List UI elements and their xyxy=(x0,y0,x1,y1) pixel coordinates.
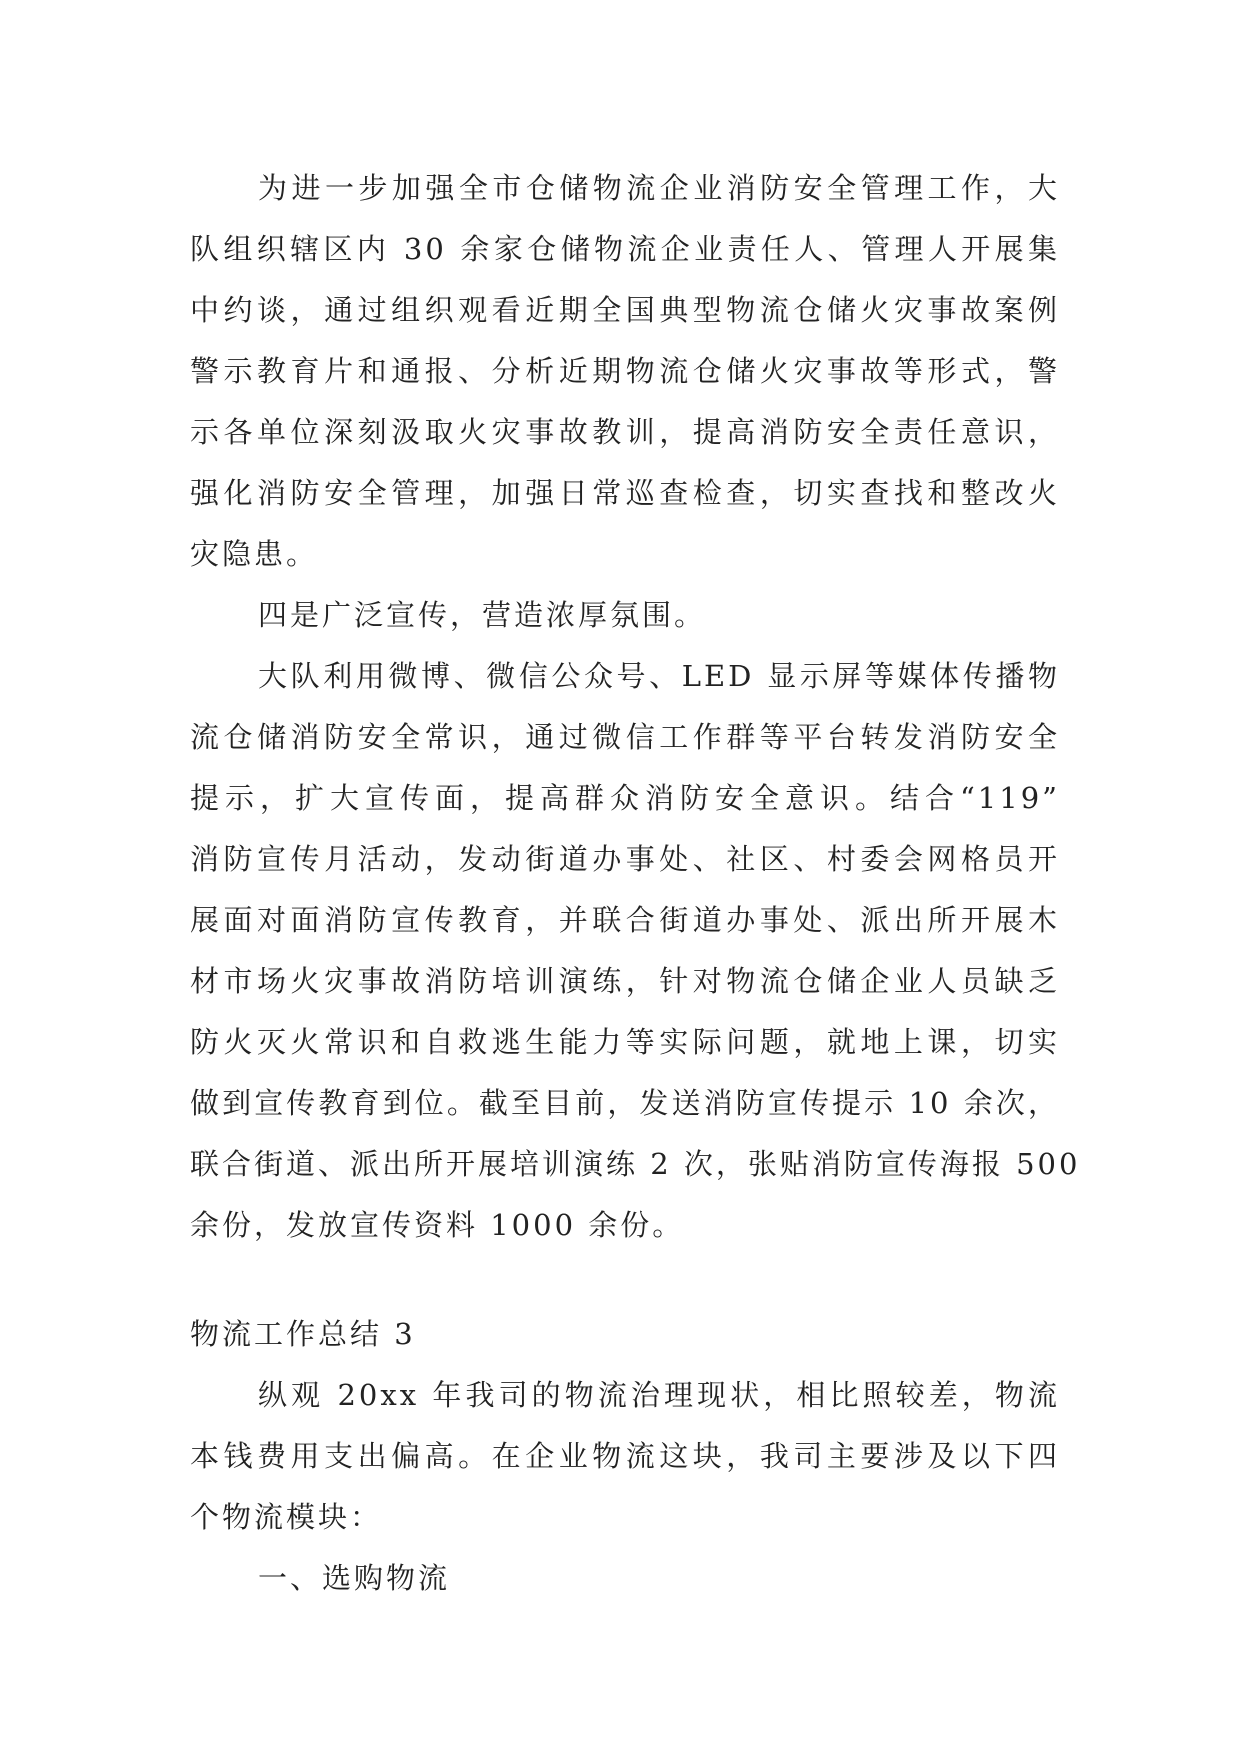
body-paragraph xyxy=(190,158,1060,585)
text-line: 防火灭火常识和自救逃生能力等实际问题，就地上课，切实 xyxy=(190,1025,1060,1059)
body-paragraph xyxy=(190,646,1081,1256)
text-line: 强化消防安全管理，加强日常巡查检查，切实查找和整改火 xyxy=(190,476,1060,510)
text-line: 展面对面消防宣传教育，并联合街道办事处、派出所开展木 xyxy=(190,903,1060,937)
text-line: 提示，扩大宣传面，提高群众消防安全意识。结合“119” xyxy=(190,781,1060,815)
body-paragraph xyxy=(190,1548,1060,1609)
text-line: 流仓储消防安全常识，通过微信工作群等平台转发消防安全 xyxy=(190,720,1060,754)
text-line: 联合街道、派出所开展培训演练 2 次，张贴消防宣传海报 500 xyxy=(190,1147,1081,1181)
text-line: 示各单位深刻汲取火灾事故教训，提高消防安全责任意识， xyxy=(190,415,1060,449)
text-line: 一、选购物流 xyxy=(258,1561,451,1595)
text-line: 队组织辖区内 30 余家仓储物流企业责任人、管理人开展集 xyxy=(190,232,1060,266)
text-line: 材市场火灾事故消防培训演练，针对物流仓储企业人员缺乏 xyxy=(190,964,1060,998)
text-line: 纵观 20xx 年我司的物流治理现状，相比照较差，物流 xyxy=(258,1378,1060,1412)
document-body xyxy=(190,158,1081,1609)
text-line: 余份，发放宣传资料 1000 余份。 xyxy=(190,1208,685,1242)
text-line: 做到宣传教育到位。截至目前，发送消防宣传提示 10 余次， xyxy=(190,1086,1060,1120)
text-line: 警示教育片和通报、分析近期物流仓储火灾事故等形式，警 xyxy=(190,354,1060,388)
section-gap xyxy=(190,1256,1060,1304)
text-line: 物流工作总结 3 xyxy=(190,1317,416,1351)
text-line: 消防宣传月活动，发动街道办事处、社区、村委会网格员开 xyxy=(190,842,1060,876)
text-line: 灾隐患。 xyxy=(190,537,319,571)
section-heading xyxy=(190,1304,1060,1365)
text-line: 中约谈，通过组织观看近期全国典型物流仓储火灾事故案例 xyxy=(190,293,1060,327)
text-line: 本钱费用支出偏高。在企业物流这块，我司主要涉及以下四 xyxy=(190,1439,1060,1473)
body-paragraph xyxy=(190,585,1060,646)
body-paragraph xyxy=(190,1365,1060,1548)
text-line: 个物流模块： xyxy=(190,1500,383,1534)
text-line: 四是广泛宣传，营造浓厚氛围。 xyxy=(258,598,707,632)
text-line: 为进一步加强全市仓储物流企业消防安全管理工作，大 xyxy=(258,171,1060,205)
text-line: 大队利用微博、微信公众号、LED 显示屏等媒体传播物 xyxy=(258,659,1060,693)
